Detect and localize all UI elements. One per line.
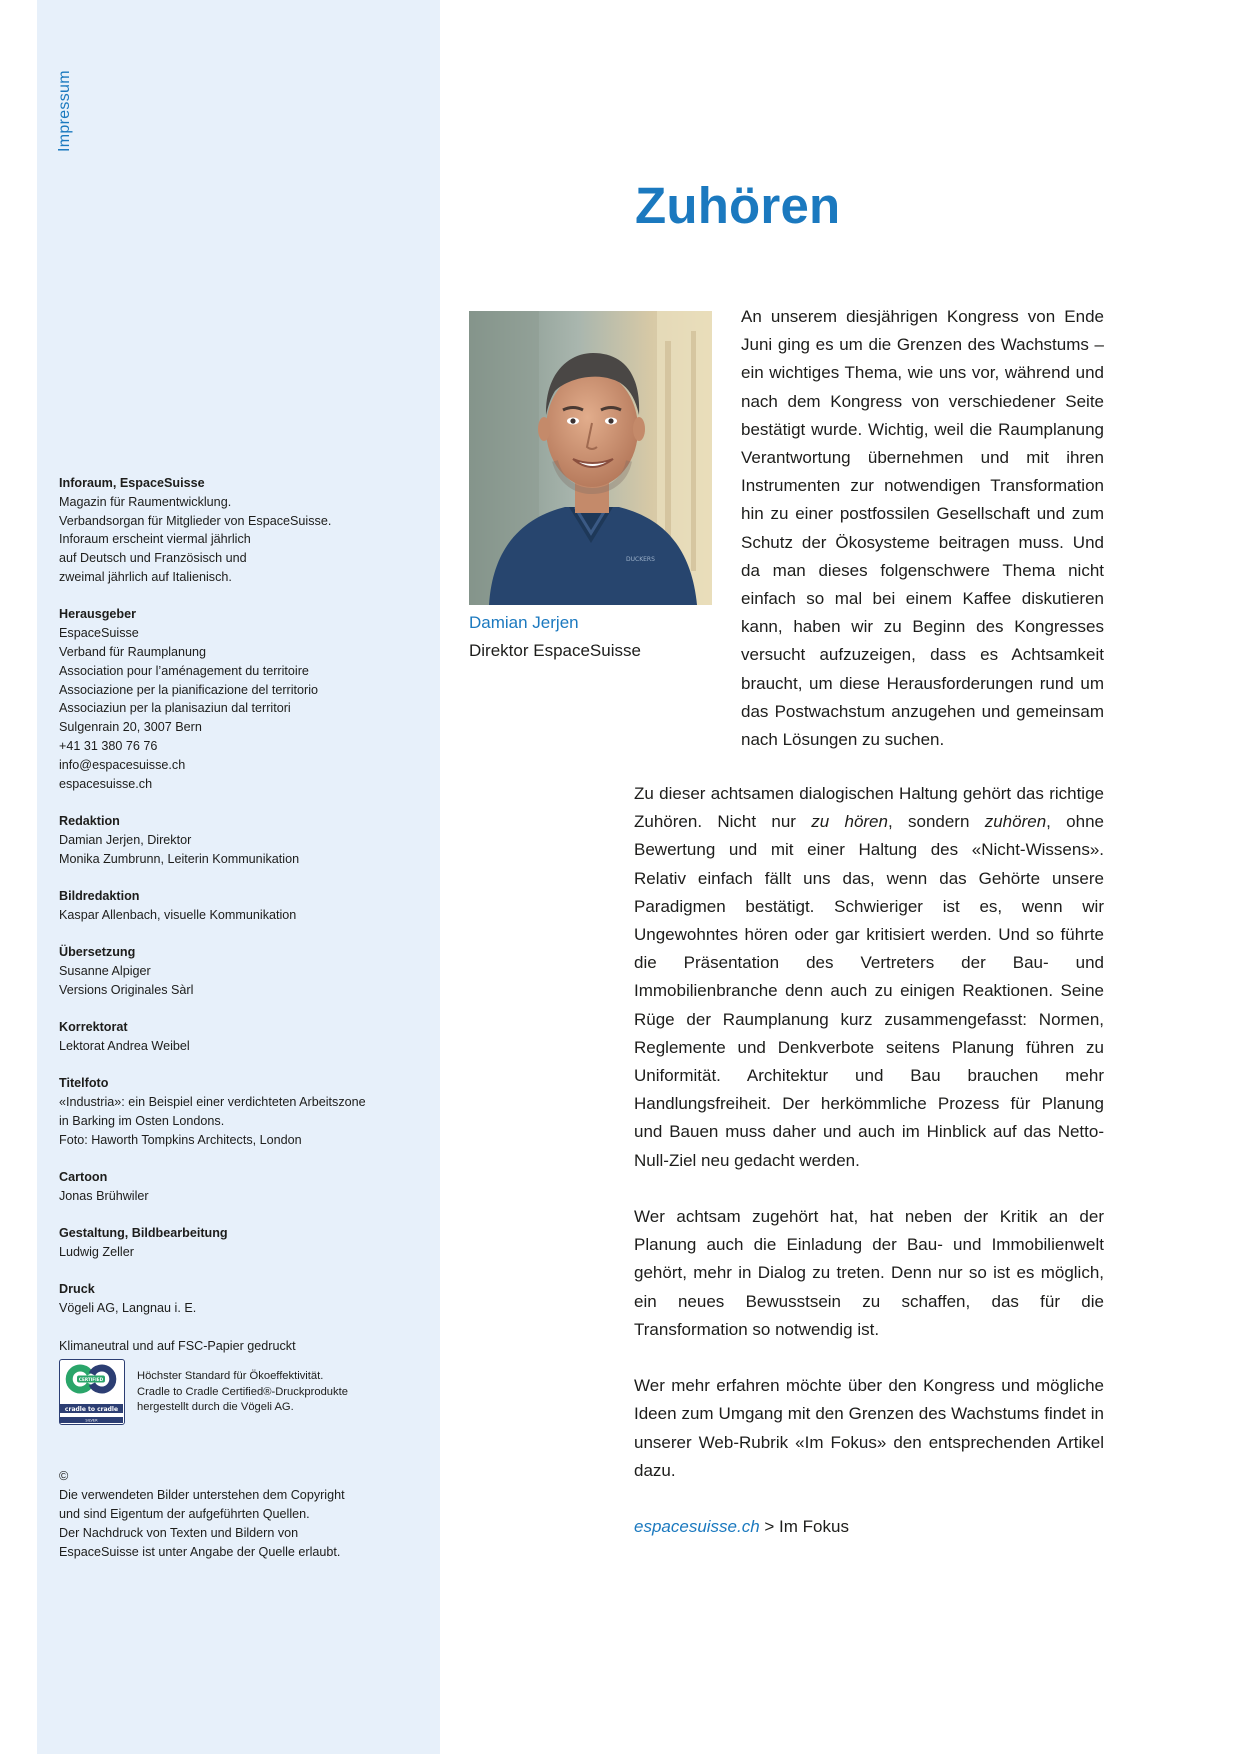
imprint-section-print [59, 1280, 409, 1318]
imprint-line: Magazin für Raumentwicklung. [59, 494, 232, 509]
imprint-line: «Industria»: ein Beispiel einer verdichteten Arbeitszone [59, 1095, 366, 1110]
copyright-notice [59, 1467, 409, 1561]
imprint-section-cartoon [59, 1168, 409, 1206]
logo-level: SILVER [85, 1418, 98, 1423]
imprint-heading: Gestaltung, Bildbearbeitung [59, 1226, 228, 1241]
imprint-section-picture-desk [59, 887, 409, 925]
body-paragraph: Wer achtsam zugehört hat, hat neben der Kritik an der Planung auch die Einladung der Bau- und Immobilienwelt gehört, mehr in Dialog zu treten. Denn nur so ist es möglich, ein neues Bewusstsein zu schaffen, das für die Transformation so notwendig ist. [634, 1207, 1104, 1339]
logo-certified-text: CERTIFIED [78, 1377, 104, 1383]
certification-line: hergestellt durch die Vögeli AG. [137, 1401, 294, 1414]
copyright-line: Der Nachdruck von Texten und Bildern von [59, 1525, 299, 1540]
copyright-line: EspaceSuisse ist unter Angabe der Quelle erlaubt. [59, 1544, 341, 1559]
imprint-line: Versions Originales Sàrl [59, 982, 194, 997]
certification-line: Cradle to Cradle Certified®-Druckprodukte [137, 1385, 348, 1398]
imprint-line: espacesuisse.ch [59, 776, 153, 791]
imprint-line: Monika Zumbrunn, Leiterin Kommunikation [59, 851, 300, 866]
certification-text [137, 1369, 348, 1415]
imprint-section-proofreading [59, 1018, 409, 1056]
imprint-line: Damian Jerjen, Direktor [59, 832, 192, 847]
web-reference [634, 1513, 1104, 1541]
article-title: Zuhören [635, 177, 841, 234]
imprint-heading: Titelfoto [59, 1076, 109, 1091]
emphasis: zu hören [811, 812, 888, 832]
author-name: Damian Jerjen [469, 613, 579, 632]
imprint-line: Association pour l’aménagement du territoire [59, 663, 309, 678]
logo-wordmark: cradle to cradle [64, 1406, 119, 1414]
imprint-line: Ludwig Zeller [59, 1245, 134, 1260]
text-run: Zu dieser achtsamen dialogischen Haltung gehört das richtige Zuhören. Nicht nur [634, 784, 1104, 832]
text-run: , sondern [887, 812, 985, 832]
website-link[interactable]: espacesuisse.ch [634, 1517, 760, 1537]
imprint-heading: Herausgeber [59, 607, 136, 622]
certification-block [59, 1359, 409, 1425]
cradle-to-cradle-logo [59, 1359, 125, 1425]
imprint-line: +41 31 380 76 76 [59, 738, 158, 753]
imprint-heading: Übersetzung [59, 945, 136, 960]
imprint-column [59, 474, 409, 1561]
link-suffix: > Im Fokus [759, 1517, 849, 1537]
imprint-line: Kaspar Allenbach, visuelle Kommunikation [59, 907, 297, 922]
copyright-symbol: © [59, 1469, 69, 1484]
imprint-line: Inforaum erscheint viermal jährlich [59, 532, 251, 547]
author-portrait [469, 311, 712, 605]
body-paragraph [634, 780, 1104, 1175]
imprint-heading: Druck [59, 1282, 95, 1297]
text-run: , ohne Bewertung und mit einer Haltung des «Nicht-Wissens». Relativ einfach fällt uns das, wenn das Gehörte unsere Paradigmen bestätigt. Schwieriger ist es, wenn wir Ungewohntes hören oder gar kritisiert werden. Und so führte die Präsentation des Vertreters der Bau- und Immobilienbranche denn auch zu einigen Reaktionen. Seine Rüge der Raumplanung kurz zusammengefasst: Normen, Reglemente und Denkverbote seitens Planung führen zu Uniformität. Architektur und Bau brauchen mehr Handlungsfreiheit. Der herkömmliche Prozess für Planung und Bauen muss daher und auch im Hinblick auf das Netto-Null-Ziel neu gedacht werden. [634, 812, 1104, 1170]
imprint-line: info@espacesuisse.ch [59, 757, 186, 772]
imprint-line: Lektorat Andrea Weibel [59, 1038, 190, 1053]
imprint-section-publisher [59, 605, 409, 793]
copyright-line: Die verwendeten Bilder unterstehen dem Copyright [59, 1488, 345, 1503]
section-label: Impressum [56, 70, 73, 152]
imprint-heading: Bildredaktion [59, 888, 140, 903]
imprint-line: Susanne Alpiger [59, 963, 151, 978]
imprint-line: zweimal jährlich auf Italienisch. [59, 569, 232, 584]
imprint-heading: Inforaum, EspaceSuisse [59, 476, 205, 490]
imprint-line: EspaceSuisse [59, 626, 139, 641]
imprint-section-cover-photo [59, 1074, 409, 1149]
imprint-line: Sulgenrain 20, 3007 Bern [59, 720, 202, 735]
body-paragraph: Wer mehr erfahren möchte über den Kongress und mögliche Ideen zum Umgang mit den Grenzen des Wachstums findet in unserer Web-Rubrik «Im Fokus» den entsprechenden Artikel dazu. [634, 1376, 1104, 1480]
author-role: Direktor EspaceSuisse [469, 641, 641, 660]
article-body [634, 780, 1104, 1570]
emphasis: zuhören [984, 812, 1047, 832]
imprint-section-translation [59, 943, 409, 999]
imprint-heading: Korrektorat [59, 1020, 128, 1035]
imprint-line: Verbandsorgan für Mitglieder von EspaceSuisse. [59, 513, 332, 528]
copyright-line: und sind Eigentum der aufgeführten Quellen. [59, 1507, 310, 1522]
imprint-section-editorial [59, 812, 409, 868]
imprint-line: Verband für Raumplanung [59, 644, 207, 659]
imprint-line: Vögeli AG, Langnau i. E. [59, 1301, 197, 1316]
shirt-label: DUCKERS [626, 556, 655, 563]
imprint-heading: Redaktion [59, 813, 120, 828]
imprint-section-masthead [59, 474, 409, 587]
imprint-heading: Cartoon [59, 1170, 108, 1185]
imprint-line: Associaziun per la planisaziun dal territori [59, 701, 291, 716]
imprint-section-design [59, 1224, 409, 1262]
climate-note: Klimaneutral und auf FSC-Papier gedruckt [59, 1338, 296, 1353]
imprint-line: auf Deutsch und Französisch und [59, 551, 247, 566]
lead-paragraph: An unserem diesjährigen Kongress von Ende Juni ging es um die Grenzen des Wachstums – ein wichtiges Thema, wie uns vor, während und nach dem Kongress von verschiedener Seite bestätigt wurde. Wichtig, weil die Raumplanung Verantwortung übernehmen und mit ihren Instrumenten zur notwendigen Transformation hin zu einer postfossilen Gesellschaft und zum Schutz der Ökosysteme beitragen muss. Und da man dieses folgenschwere Thema nicht einfach so mal bei einem Kaffee diskutieren kann, haben wir zu Beginn des Kongresses versucht aufzuzeigen, dass es Achtsamkeit braucht, um diese Herausforderungen rund um das Postwachstum anzugehen und gemeinsam nach Lösungen zu suchen. [741, 307, 1104, 750]
imprint-line: Associazione per la pianificazione del territorio [59, 682, 319, 697]
certification-line: Höchster Standard für Ökoeffektivität. [137, 1370, 324, 1383]
imprint-line: Jonas Brühwiler [59, 1188, 149, 1203]
imprint-line: in Barking im Osten Londons. [59, 1113, 225, 1128]
imprint-line: Foto: Haworth Tompkins Architects, London [59, 1132, 302, 1147]
